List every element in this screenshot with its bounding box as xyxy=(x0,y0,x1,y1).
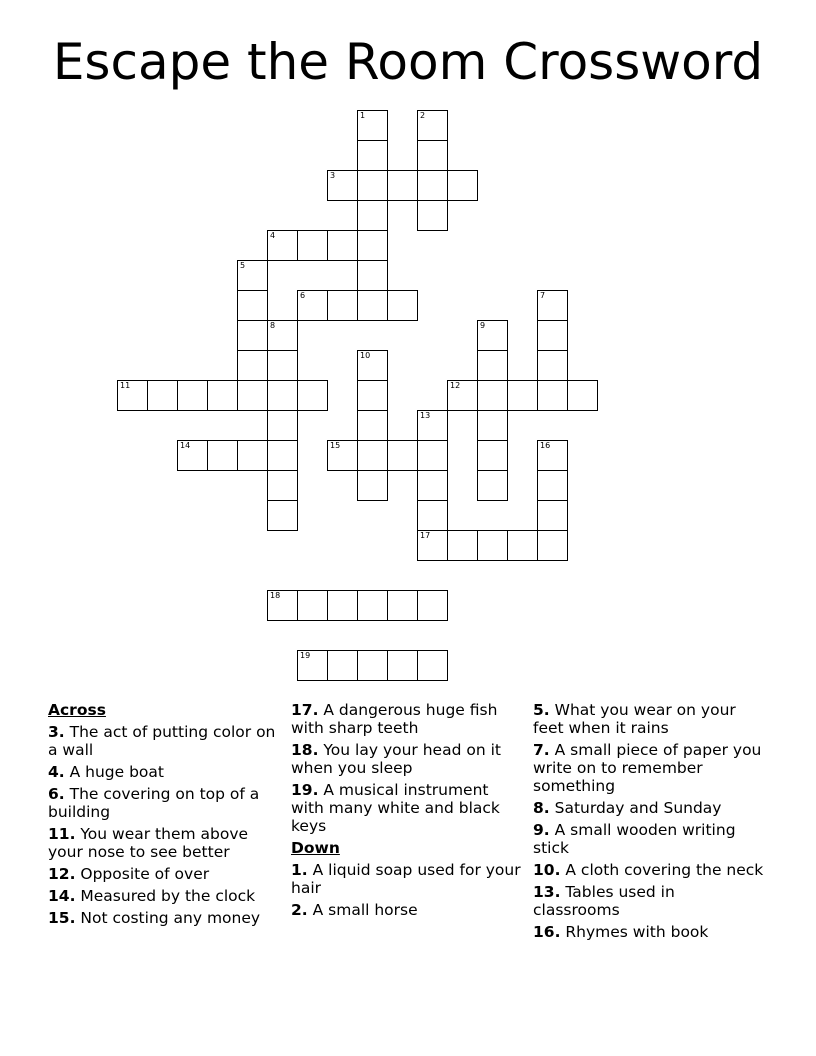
crossword-cell[interactable] xyxy=(357,140,388,171)
clue-number: 2. xyxy=(291,901,308,919)
crossword-cell[interactable] xyxy=(327,170,358,201)
across-heading: Across xyxy=(48,701,106,719)
crossword-cell[interactable] xyxy=(387,590,418,621)
clue-across-17 xyxy=(291,701,523,737)
clue-number: 17. xyxy=(291,701,319,719)
clue-number: 13. xyxy=(533,883,561,901)
crossword-cell[interactable] xyxy=(447,170,478,201)
crossword-cell[interactable] xyxy=(417,590,448,621)
cell-number: 16 xyxy=(540,441,551,450)
crossword-cell[interactable] xyxy=(537,500,568,531)
crossword-cell[interactable] xyxy=(417,530,448,561)
crossword-cell[interactable] xyxy=(537,320,568,351)
crossword-cell[interactable] xyxy=(417,200,448,231)
cell-number: 9 xyxy=(480,321,486,330)
crossword-cell[interactable] xyxy=(267,230,298,261)
clue-text: A small wooden writing stick xyxy=(533,821,736,857)
clue-number: 16. xyxy=(533,923,561,941)
cell-number: 15 xyxy=(330,441,341,450)
clue-number: 12. xyxy=(48,865,76,883)
crossword-cell[interactable] xyxy=(417,410,448,441)
crossword-cell[interactable] xyxy=(207,380,238,411)
crossword-cell[interactable] xyxy=(447,380,478,411)
crossword-cell[interactable] xyxy=(297,230,328,261)
crossword-cell[interactable] xyxy=(267,440,298,471)
crossword-cell[interactable] xyxy=(417,140,448,171)
cell-number: 6 xyxy=(300,291,306,300)
cell-number: 12 xyxy=(450,381,461,390)
cell-number: 8 xyxy=(270,321,276,330)
clue-number: 4. xyxy=(48,763,65,781)
clue-number: 11. xyxy=(48,825,76,843)
clue-down-8 xyxy=(533,799,765,817)
clue-down-5 xyxy=(533,701,765,737)
crossword-cell[interactable] xyxy=(177,380,208,411)
crossword-cell[interactable] xyxy=(387,440,418,471)
cell-number: 14 xyxy=(180,441,191,450)
clue-number: 9. xyxy=(533,821,550,839)
cell-number: 17 xyxy=(420,531,431,540)
crossword-cell[interactable] xyxy=(267,500,298,531)
clues-column-1 xyxy=(48,701,280,931)
crossword-cell[interactable] xyxy=(417,170,448,201)
crossword-cell[interactable] xyxy=(357,200,388,231)
clue-across-6 xyxy=(48,785,280,821)
crossword-cell[interactable] xyxy=(357,590,388,621)
cell-number: 4 xyxy=(270,231,276,240)
crossword-cell[interactable] xyxy=(477,350,508,381)
cell-number: 7 xyxy=(540,291,546,300)
crossword-cell[interactable] xyxy=(477,470,508,501)
clue-down-1 xyxy=(291,861,523,897)
clue-text: You wear them above your nose to see better xyxy=(48,825,249,861)
crossword-cell[interactable] xyxy=(297,650,328,681)
crossword-cell[interactable] xyxy=(507,530,538,561)
crossword-cell[interactable] xyxy=(177,440,208,471)
crossword-cell[interactable] xyxy=(297,290,328,321)
clue-number: 18. xyxy=(291,741,319,759)
crossword-cell[interactable] xyxy=(147,380,178,411)
crossword-cell[interactable] xyxy=(267,380,298,411)
clue-across-4 xyxy=(48,763,280,781)
crossword-cell[interactable] xyxy=(357,230,388,261)
crossword-cell[interactable] xyxy=(357,440,388,471)
crossword-cell[interactable] xyxy=(117,380,148,411)
clue-text: What you wear on your feet when it rains xyxy=(533,701,736,737)
crossword-cell[interactable] xyxy=(417,500,448,531)
crossword-cell[interactable] xyxy=(537,380,568,411)
clue-number: 19. xyxy=(291,781,319,799)
clue-down-13 xyxy=(533,883,765,919)
crossword-cell[interactable] xyxy=(477,410,508,441)
crossword-cell[interactable] xyxy=(537,290,568,321)
clue-text: A small horse xyxy=(307,901,418,919)
cell-number: 5 xyxy=(240,261,246,270)
clue-text: Saturday and Sunday xyxy=(549,799,722,817)
clue-text: A dangerous huge fish with sharp teeth xyxy=(291,701,498,737)
clue-number: 15. xyxy=(48,909,76,927)
crossword-cell[interactable] xyxy=(567,380,598,411)
cell-number: 10 xyxy=(360,351,371,360)
clue-text: A liquid soap used for your hair xyxy=(291,861,521,897)
crossword-cell[interactable] xyxy=(327,230,358,261)
crossword-cell[interactable] xyxy=(477,380,508,411)
clue-across-12 xyxy=(48,865,280,883)
crossword-cell[interactable] xyxy=(417,470,448,501)
clue-number: 5. xyxy=(533,701,550,719)
crossword-cell[interactable] xyxy=(357,350,388,381)
crossword-cell[interactable] xyxy=(387,650,418,681)
clue-down-9 xyxy=(533,821,765,857)
cell-number: 2 xyxy=(420,111,426,120)
clue-number: 10. xyxy=(533,861,561,879)
crossword-cell[interactable] xyxy=(387,170,418,201)
clue-down-7 xyxy=(533,741,765,795)
crossword-cell[interactable] xyxy=(537,350,568,381)
crossword-cell[interactable] xyxy=(267,410,298,441)
crossword-cell[interactable] xyxy=(267,320,298,351)
clues-column-3 xyxy=(533,701,765,945)
cell-number: 3 xyxy=(330,171,336,180)
crossword-cell[interactable] xyxy=(327,650,358,681)
clue-across-14 xyxy=(48,887,280,905)
crossword-cell[interactable] xyxy=(357,410,388,441)
clue-text: A small piece of paper you write on to remember something xyxy=(533,741,762,795)
crossword-cell[interactable] xyxy=(447,530,478,561)
crossword-cell[interactable] xyxy=(357,380,388,411)
crossword-cell[interactable] xyxy=(357,290,388,321)
cell-number: 1 xyxy=(360,111,366,120)
crossword-cell[interactable] xyxy=(297,380,328,411)
page-title: Escape the Room Crossword xyxy=(52,33,764,91)
crossword-cell[interactable] xyxy=(537,440,568,471)
cell-number: 11 xyxy=(120,381,131,390)
crossword-cell[interactable] xyxy=(417,650,448,681)
crossword-cell[interactable] xyxy=(267,470,298,501)
clue-text: A cloth covering the neck xyxy=(560,861,764,879)
crossword-cell[interactable] xyxy=(507,380,538,411)
crossword-cell[interactable] xyxy=(237,320,268,351)
clue-number: 8. xyxy=(533,799,550,817)
clue-across-15 xyxy=(48,909,280,927)
cell-number: 13 xyxy=(420,411,431,420)
clue-across-19 xyxy=(291,781,523,835)
crossword-cell[interactable] xyxy=(327,590,358,621)
crossword-cell[interactable] xyxy=(237,260,268,291)
clues-column-2 xyxy=(291,701,523,923)
crossword-cell[interactable] xyxy=(237,440,268,471)
clue-number: 3. xyxy=(48,723,65,741)
clue-text: The act of putting color on a wall xyxy=(48,723,276,759)
crossword-cell[interactable] xyxy=(537,470,568,501)
clue-across-3 xyxy=(48,723,280,759)
crossword-cell[interactable] xyxy=(477,440,508,471)
crossword-cell[interactable] xyxy=(267,350,298,381)
crossword-cell[interactable] xyxy=(417,110,448,141)
clue-number: 1. xyxy=(291,861,308,879)
clue-down-10 xyxy=(533,861,765,879)
clue-down-16 xyxy=(533,923,765,941)
clue-text: Opposite of over xyxy=(75,865,210,883)
crossword-cell[interactable] xyxy=(237,290,268,321)
crossword-cell[interactable] xyxy=(327,290,358,321)
clue-number: 7. xyxy=(533,741,550,759)
crossword-cell[interactable] xyxy=(357,170,388,201)
crossword-cell[interactable] xyxy=(417,440,448,471)
clue-text: A huge boat xyxy=(64,763,164,781)
cell-number: 18 xyxy=(270,591,281,600)
crossword-cell[interactable] xyxy=(357,110,388,141)
clue-down-2 xyxy=(291,901,523,919)
cell-number: 19 xyxy=(300,651,311,660)
clue-text: Not costing any money xyxy=(75,909,261,927)
crossword-cell[interactable] xyxy=(477,530,508,561)
crossword-cell[interactable] xyxy=(477,320,508,351)
crossword-cell[interactable] xyxy=(357,260,388,291)
crossword-cell[interactable] xyxy=(387,290,418,321)
crossword-cell[interactable] xyxy=(207,440,238,471)
crossword-cell[interactable] xyxy=(537,530,568,561)
clue-text: You lay your head on it when you sleep xyxy=(291,741,501,777)
clue-number: 14. xyxy=(48,887,76,905)
crossword-cell[interactable] xyxy=(327,440,358,471)
clue-text: The covering on top of a building xyxy=(48,785,260,821)
clue-text: Rhymes with book xyxy=(560,923,709,941)
clue-number: 6. xyxy=(48,785,65,803)
crossword-cell[interactable] xyxy=(357,650,388,681)
clue-across-18 xyxy=(291,741,523,777)
crossword-cell[interactable] xyxy=(237,350,268,381)
clue-across-11 xyxy=(48,825,280,861)
crossword-cell[interactable] xyxy=(237,380,268,411)
crossword-cell[interactable] xyxy=(357,470,388,501)
clue-text: A musical instrument with many white and black keys xyxy=(291,781,500,835)
clue-text: Tables used in classrooms xyxy=(533,883,675,919)
clue-text: Measured by the clock xyxy=(75,887,256,905)
crossword-cell[interactable] xyxy=(267,590,298,621)
crossword-cell[interactable] xyxy=(297,590,328,621)
down-heading: Down xyxy=(291,839,340,857)
